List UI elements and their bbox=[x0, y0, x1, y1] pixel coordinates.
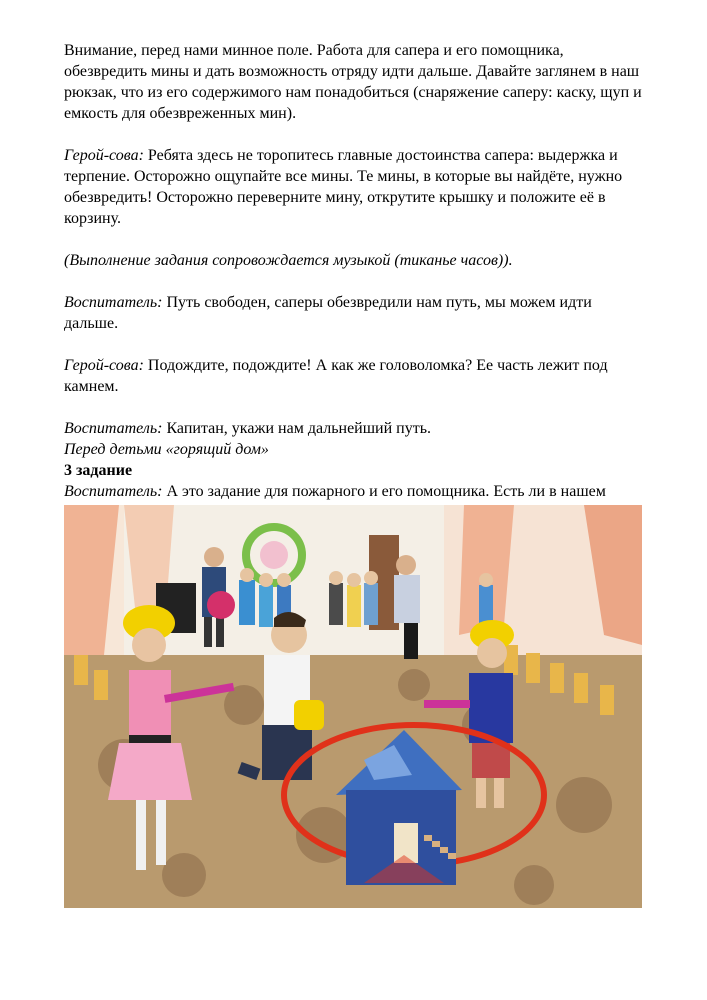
speaker-label: Воспитатель: bbox=[64, 294, 163, 311]
document-body bbox=[64, 40, 649, 544]
speech-text: Подождите, подождите! А как же головоломка? Ее часть лежит под камнем. bbox=[64, 357, 608, 395]
paragraph-minefield: Внимание, перед нами минное поле. Работа для сапера и его помощника, обезвредить мины и дать возможность отряду идти дальше. Давайте заглянем в наш рюкзак, что из его содержимого нам понадобиться (снаряжение саперу: каску, щуп и емкость для обезвреженных мин). bbox=[64, 42, 642, 122]
wall-wreath-center bbox=[260, 541, 288, 569]
speech-text: А это задание для пожарного и его помощника. Есть ли в нашем bbox=[166, 483, 606, 500]
paragraph-owl-sapper bbox=[64, 145, 649, 229]
speaker-label: Воспитатель: bbox=[64, 483, 163, 500]
activity-photo bbox=[64, 505, 642, 908]
speaker-label: Герой-сова: bbox=[64, 147, 144, 164]
paragraph-music-note: (Выполнение задания сопровождается музыкой (тиканье часов)). bbox=[64, 252, 513, 269]
speaker-label: Герой-сова: bbox=[64, 357, 144, 374]
task-heading: 3 задание bbox=[64, 462, 133, 479]
paragraph-teacher-path bbox=[64, 292, 649, 334]
speech-text: Ребята здесь не торопитесь главные достоинства сапера: выдержка и терпение. Осторожно ощупайте все мины. Те мины, в которые вы найдёте, нужно обезвредить! Осторожно переверните мину, открутите крышку и положите её в корзину. bbox=[64, 147, 623, 227]
paragraph-owl-puzzle bbox=[64, 355, 649, 397]
speech-text: Путь свободен, саперы обезвредили нам путь, мы можем идти дальше. bbox=[64, 294, 592, 332]
speech-text: Капитан, укажи нам дальнейший путь. bbox=[162, 420, 432, 437]
paragraph-teacher-captain bbox=[64, 418, 649, 439]
paragraph-burning-house: Перед детьми «горящий дом» bbox=[64, 441, 269, 458]
speaker-label: Воспитатель: bbox=[64, 420, 163, 437]
